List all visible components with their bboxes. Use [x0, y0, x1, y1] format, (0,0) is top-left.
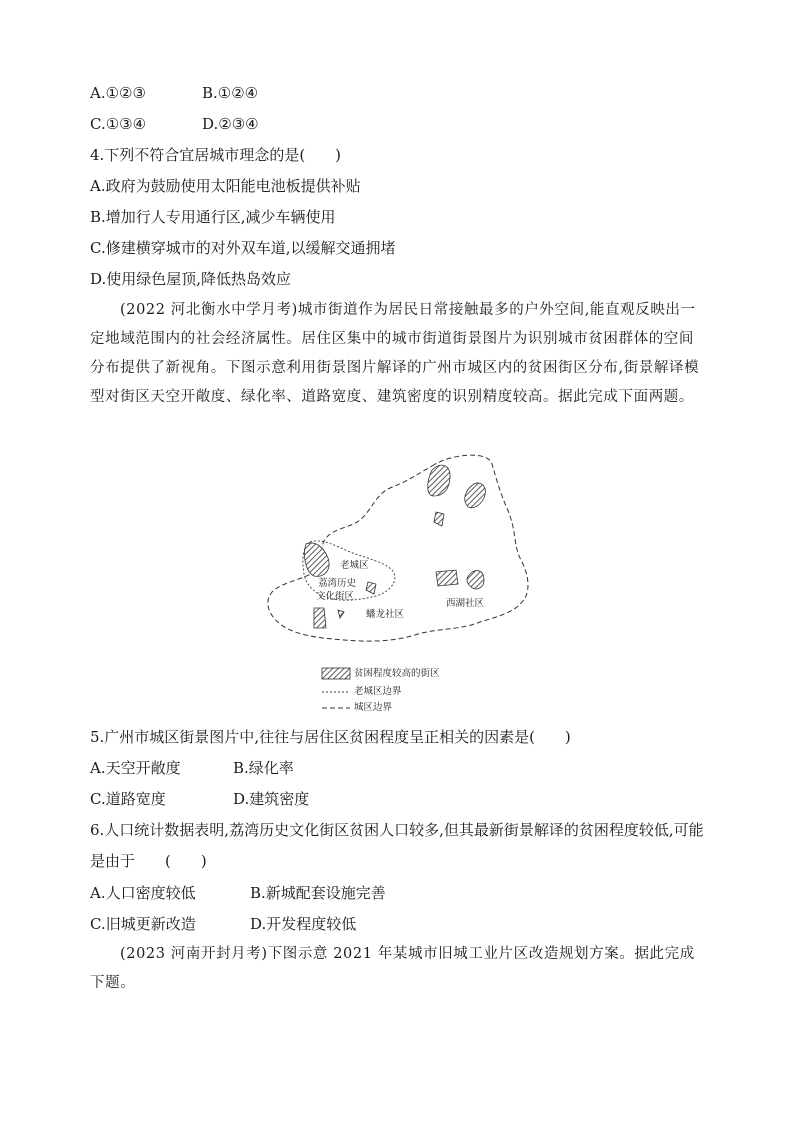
poor-district-north-1	[428, 465, 450, 496]
q6-options-row-1	[90, 883, 386, 903]
legend-hatch-swatch	[322, 668, 350, 679]
q4-option-c: C.修建横穿城市的对外双车道,以缓解交通拥堵	[90, 239, 396, 257]
poor-district-south	[314, 608, 326, 628]
map-drawing	[260, 452, 540, 722]
poor-district-panlong-2	[338, 610, 344, 618]
q5-stem: 5.广州市城区街景图片中,往往与居住区贫困程度呈正相关的因素是( )	[90, 728, 571, 746]
q4-option-b: B.增加行人专用通行区,减少车辆使用	[90, 208, 336, 226]
label-liwan-2: 文化街区	[316, 591, 355, 602]
q6-options-row-2	[90, 914, 356, 934]
q6-stem: 6.人口统计数据表明,荔湾历史文化街区贫困人口较多,但其最新街景解译的贫困程度较低,可能是由于 ( )	[90, 821, 704, 870]
q3-option-a: A.①②③	[90, 84, 146, 102]
q3-option-c: C.①③④	[90, 115, 147, 133]
passage-2-text: (2023 河南开封月考)下图示意 2021 年某城市旧城工业片区改造规划方案。据此完成下题。	[90, 946, 695, 991]
legend-city-boundary-label: 城区边界	[354, 702, 393, 713]
q6-option-c: C.旧城更新改造	[90, 915, 196, 933]
poor-district-panlong-1	[366, 582, 376, 594]
q5-options-row-1	[90, 758, 294, 778]
q6-option-d: D.开发程度较低	[250, 915, 357, 933]
q4-option-a: A.政府为鼓励使用太阳能电池板提供补贴	[90, 177, 361, 195]
q3-options-row-2	[90, 114, 259, 134]
q5-options-row-2	[90, 789, 309, 809]
q5-option-b: B.绿化率	[233, 759, 294, 777]
q5-option-a: A.天空开敞度	[90, 759, 181, 777]
passage-1-text: (2022 河北衡水中学月考)城市街道作为居民日常接触最多的户外空间,能直观反映出一定地域范围内的社会经济属性。居住区集中的城市街道街景图片为识别城市贫困群体的空间分布提供了新视角。下图示意利用街景图片解译的广州市城区内的贫困街区分布,街景解译模型对街区天空开敞度、绿化率、道路宽度、建筑密度的识别精度较高。据此完成下面两题。	[90, 302, 700, 405]
label-panlong: 蟠龙社区	[366, 609, 405, 620]
label-xihu: 西湖社区	[446, 598, 485, 609]
label-old-city: 老城区	[340, 560, 369, 571]
poor-district-east-1	[436, 570, 458, 586]
passage-2	[90, 940, 704, 998]
q3-option-b: B.①②④	[202, 84, 259, 102]
poor-district-xihu	[467, 571, 484, 589]
q5-option-d: D.建筑密度	[233, 790, 310, 808]
poor-district-north-3	[434, 512, 444, 526]
q4-option-d: D.使用绿色屋顶,降低热岛效应	[90, 270, 292, 288]
q5-option-c: C.道路宽度	[90, 790, 166, 808]
poor-district-liwan	[304, 543, 329, 576]
q6-option-a: A.人口密度较低	[90, 884, 196, 902]
guangzhou-poverty-map	[260, 452, 540, 722]
passage-1	[90, 296, 704, 412]
label-liwan-1: 荔湾历史	[318, 578, 357, 589]
q6-option-b: B.新城配套设施完善	[250, 884, 386, 902]
q3-options-row-1	[90, 83, 258, 103]
poor-district-north-2	[465, 483, 486, 508]
q4-stem: 4.下列不符合宜居城市理念的是( )	[90, 146, 342, 164]
legend-poor-label: 贫困程度较高的街区	[354, 668, 440, 679]
q3-option-d: D.②③④	[202, 115, 259, 133]
legend-old-boundary-label: 老城区边界	[354, 686, 402, 697]
